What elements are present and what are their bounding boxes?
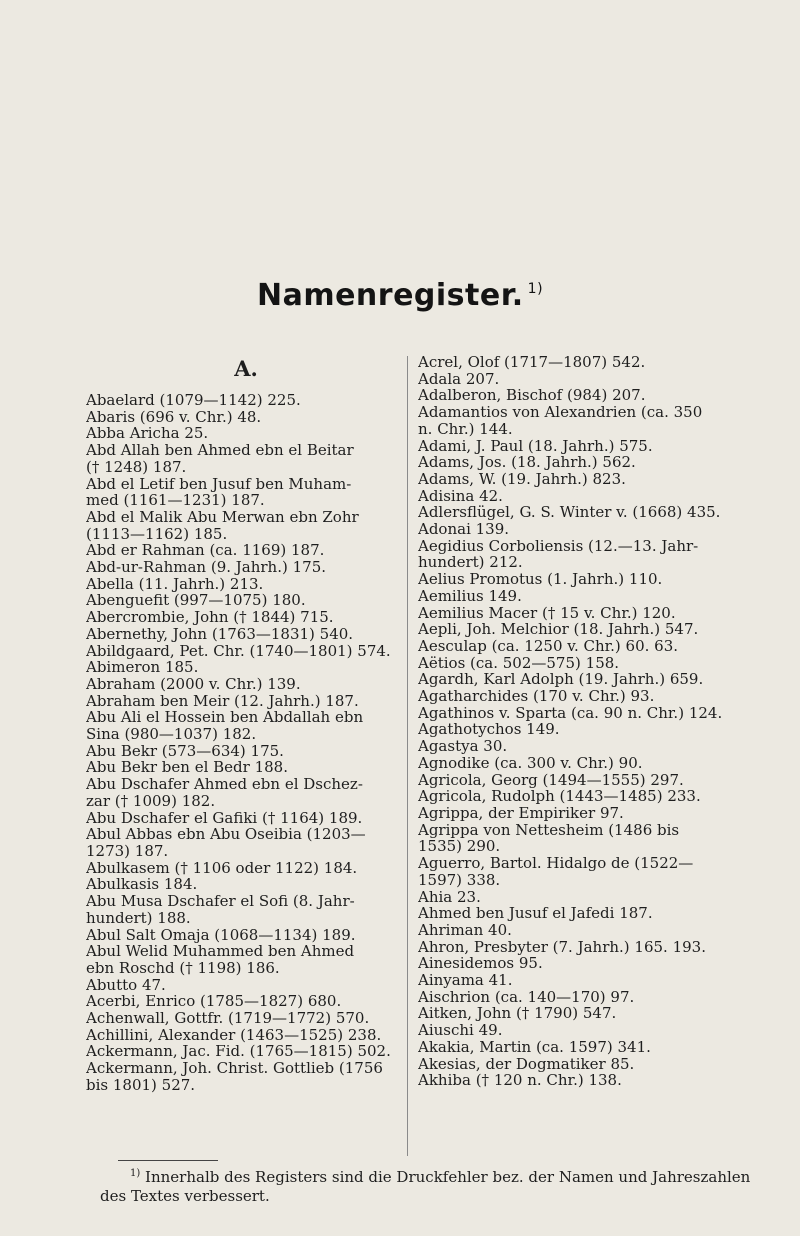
index-entry-line: Aelius Promotus (1. Jahrh.) 110. bbox=[418, 571, 663, 588]
index-entry-line: Agastya 30. bbox=[418, 738, 508, 755]
index-entry bbox=[418, 1039, 768, 1056]
index-entry-line: Abaelard (1079—1142) 225. bbox=[86, 392, 301, 409]
index-entry-line: Ahriman 40. bbox=[418, 921, 512, 939]
index-entry-line: Abul Welid Muhammed ben Ahmed bbox=[86, 943, 355, 961]
index-entry-line: Agathotychos 149. bbox=[418, 721, 560, 739]
index-entry bbox=[418, 889, 768, 906]
index-entry-line: Abenguefit (997—1075) 180. bbox=[86, 592, 306, 610]
index-entry-line: Ahmed ben Jusuf el Jafedi 187. bbox=[418, 905, 653, 922]
section-letter: A. bbox=[234, 356, 258, 381]
index-entry-line: Adams, W. (19. Jahrh.) 823. bbox=[418, 470, 626, 488]
index-entry bbox=[418, 705, 768, 722]
index-entry bbox=[418, 1005, 768, 1022]
index-entry-line: Adala 207. bbox=[418, 370, 500, 388]
index-entry bbox=[418, 989, 768, 1006]
index-entry bbox=[418, 721, 768, 738]
index-entry bbox=[418, 404, 768, 437]
index-entry-line: Adonai 139. bbox=[418, 521, 510, 538]
index-entry-line: Akakia, Martin (ca. 1597) 341. bbox=[418, 1038, 651, 1056]
index-entry-line: zar († 1009) 182. bbox=[86, 791, 216, 810]
index-entry-line: 1273) 187. bbox=[86, 841, 169, 860]
index-entry bbox=[86, 659, 406, 676]
index-entry-line: Abutto 47. bbox=[86, 976, 166, 994]
index-entry bbox=[418, 538, 768, 571]
index-entry bbox=[86, 609, 406, 626]
index-entry-line: Abd er Rahman (ca. 1169) 187. bbox=[86, 542, 325, 560]
index-entry bbox=[86, 1010, 406, 1027]
index-entry-line: Abu Dschafer Ahmed ebn el Dschez- bbox=[86, 776, 363, 794]
index-entry bbox=[86, 759, 406, 776]
index-entry-line: Abu Ali el Hossein ben Abdallah ebn bbox=[86, 709, 364, 727]
index-entry bbox=[86, 643, 406, 660]
index-entry-line: Aesculap (ca. 1250 v. Chr.) 60. 63. bbox=[418, 637, 679, 655]
index-entry-line: Acerbi, Enrico (1785—1827) 680. bbox=[86, 993, 342, 1011]
column-divider bbox=[407, 356, 408, 1156]
index-entry bbox=[418, 738, 768, 755]
index-entry-line: Abd Allah ben Ahmed ebn el Beitar bbox=[86, 442, 354, 460]
index-entry bbox=[418, 922, 768, 939]
index-entry-line: Agricola, Rudolph (1443—1485) 233. bbox=[418, 788, 701, 805]
index-entry bbox=[418, 688, 768, 705]
index-entry-line: Aitken, John († 1790) 547. bbox=[418, 1005, 617, 1023]
index-entry-line: († 1248) 187. bbox=[86, 457, 187, 476]
index-entry-line: Ainyama 41. bbox=[418, 972, 513, 989]
index-entry bbox=[418, 1022, 768, 1039]
index-entry bbox=[86, 810, 406, 827]
index-entry-line: Sina (980—1037) 182. bbox=[86, 725, 257, 743]
index-entry-line: Aëtios (ca. 502—575) 158. bbox=[418, 654, 620, 672]
index-entry-line: Adlersflügel, G. S. Winter v. (1668) 435. bbox=[418, 504, 721, 522]
index-entry bbox=[418, 788, 768, 805]
index-entry-line: Aemilius Macer († 15 v. Chr.) 120. bbox=[418, 604, 676, 622]
index-entry bbox=[86, 409, 406, 426]
index-entry-line: Abildgaard, Pet. Chr. (1740—1801) 574. bbox=[86, 642, 391, 660]
index-entry bbox=[86, 425, 406, 442]
index-entry bbox=[86, 442, 406, 475]
index-entry-line: Ainesidemos 95. bbox=[418, 955, 543, 973]
index-entry bbox=[86, 943, 406, 976]
index-entry-line: Ackermann, Joh. Christ. Gottlieb (1756 bbox=[86, 1060, 383, 1078]
index-entry bbox=[418, 671, 768, 688]
index-entry-line: Abul Abbas ebn Abu Oseibia (1203— bbox=[86, 826, 366, 844]
index-entry bbox=[418, 605, 768, 622]
index-entry bbox=[86, 542, 406, 559]
index-entry-line: Abulkasem († 1106 oder 1122) 184. bbox=[86, 859, 358, 877]
index-entry bbox=[86, 559, 406, 576]
index-entry-line: Abul Salt Omaja (1068—1134) 189. bbox=[86, 926, 356, 944]
index-entry bbox=[418, 972, 768, 989]
index-entry bbox=[418, 488, 768, 505]
index-entry bbox=[418, 822, 768, 855]
index-entry bbox=[86, 776, 406, 809]
index-entry-line: Adisina 42. bbox=[418, 487, 503, 505]
index-entry bbox=[418, 638, 768, 655]
index-entry bbox=[86, 1043, 406, 1060]
index-entry bbox=[86, 592, 406, 609]
index-entry-line: Ahron, Presbyter (7. Jahrh.) 165. 193. bbox=[418, 938, 706, 956]
index-entry-line: hundert) 188. bbox=[86, 908, 191, 927]
index-entry bbox=[86, 676, 406, 693]
index-entry-line: 1535) 290. bbox=[418, 837, 501, 856]
index-entry bbox=[86, 743, 406, 760]
index-entry bbox=[418, 454, 768, 471]
index-entry-line: Abu Bekr ben el Bedr 188. bbox=[86, 759, 288, 777]
title-footnote-mark: 1) bbox=[527, 281, 544, 297]
index-entry-line: Agatharchides (170 v. Chr.) 93. bbox=[418, 688, 655, 705]
index-entry bbox=[86, 476, 406, 509]
index-entry bbox=[418, 755, 768, 772]
index-entry-line: Abernethy, John (1763—1831) 540. bbox=[86, 625, 354, 643]
index-entry bbox=[86, 709, 406, 742]
index-entry bbox=[86, 693, 406, 710]
index-entry bbox=[86, 1060, 406, 1093]
index-entry-line: Agricola, Georg (1494—1555) 297. bbox=[418, 771, 684, 789]
index-entry bbox=[418, 371, 768, 388]
index-entry bbox=[418, 521, 768, 538]
footnote-mark: 1) bbox=[130, 1168, 141, 1179]
index-entry-line: 1597) 338. bbox=[418, 870, 501, 889]
index-entry-line: Abimeron 185. bbox=[86, 659, 199, 676]
index-entry-line: hundert) 212. bbox=[418, 553, 523, 572]
index-entry-line: med (1161—1231) 187. bbox=[86, 491, 265, 509]
index-entry-line: Abu Musa Dschafer el Sofi (8. Jahr- bbox=[86, 893, 355, 911]
index-entry-line: Abercrombie, John († 1844) 715. bbox=[86, 609, 334, 626]
index-entry bbox=[86, 392, 406, 409]
index-entry bbox=[86, 860, 406, 877]
index-entry bbox=[86, 876, 406, 893]
footnote-text: Innerhalb des Registers sind die Druckfehler bez. der Namen und Jahreszahlen des Textes verbessert. bbox=[100, 1168, 751, 1205]
index-entry bbox=[418, 471, 768, 488]
index-entry-line: Adams, Jos. (18. Jahrh.) 562. bbox=[418, 454, 636, 471]
index-entry-line: Acrel, Olof (1717—1807) 542. bbox=[418, 354, 646, 371]
index-entry bbox=[86, 626, 406, 643]
index-entry-line: Achillini, Alexander (1463—1525) 238. bbox=[86, 1026, 382, 1044]
index-entry-line: Agrippa, der Empiriker 97. bbox=[418, 804, 624, 822]
index-entry-line: Akhiba († 120 n. Chr.) 138. bbox=[418, 1072, 622, 1089]
index-entry bbox=[86, 993, 406, 1010]
index-entry bbox=[418, 1072, 768, 1089]
footnote-rule bbox=[118, 1160, 218, 1161]
index-entry bbox=[418, 621, 768, 638]
index-entry bbox=[418, 939, 768, 956]
index-entry-line: Agardh, Karl Adolph (19. Jahrh.) 659. bbox=[418, 671, 704, 689]
index-entry bbox=[418, 855, 768, 888]
index-entry bbox=[418, 655, 768, 672]
index-entry-line: Abd el Malik Abu Merwan ebn Zohr bbox=[86, 508, 359, 526]
index-entry bbox=[418, 571, 768, 588]
index-entry-line: Agathinos v. Sparta (ca. 90 n. Chr.) 124. bbox=[418, 704, 723, 722]
index-entry-line: Abraham (2000 v. Chr.) 139. bbox=[86, 675, 301, 693]
index-entry-line: n. Chr.) 144. bbox=[418, 419, 513, 438]
index-entry-line: (1113—1162) 185. bbox=[86, 524, 228, 543]
index-column-left bbox=[86, 354, 406, 1094]
index-entry bbox=[418, 905, 768, 922]
index-column-right bbox=[418, 354, 768, 1089]
index-entry bbox=[418, 805, 768, 822]
index-entry bbox=[86, 509, 406, 542]
index-entry-line: Agrippa von Nettesheim (1486 bis bbox=[418, 821, 680, 839]
index-entry bbox=[418, 387, 768, 404]
index-entry-line: Aemilius 149. bbox=[418, 587, 522, 605]
footnote bbox=[100, 1164, 760, 1206]
index-entry bbox=[418, 504, 768, 521]
index-entry-line: Ahia 23. bbox=[418, 888, 481, 906]
index-entry bbox=[86, 977, 406, 994]
index-entry bbox=[86, 1027, 406, 1044]
index-entry-line: Abd el Letif ben Jusuf ben Muham- bbox=[86, 475, 352, 493]
index-entry-line: Abulkasis 184. bbox=[86, 876, 198, 894]
index-entry-line: Abd-ur-Rahman (9. Jahrh.) 175. bbox=[86, 559, 327, 576]
index-entry-line: bis 1801) 527. bbox=[86, 1075, 196, 1094]
index-entry-line: Abella (11. Jahrh.) 213. bbox=[86, 575, 264, 593]
index-entry bbox=[418, 955, 768, 972]
index-entry bbox=[418, 588, 768, 605]
index-entry-line: ebn Roschd († 1198) 186. bbox=[86, 958, 280, 977]
index-entry-line: Adalberon, Bischof (984) 207. bbox=[418, 387, 646, 405]
index-entry bbox=[418, 354, 768, 371]
page-title bbox=[0, 278, 800, 313]
index-entry bbox=[418, 438, 768, 455]
index-entry-line: Abu Bekr (573—634) 175. bbox=[86, 742, 284, 760]
index-entry-line: Aegidius Corboliensis (12.—13. Jahr- bbox=[418, 537, 699, 555]
index-entry-line: Abu Dschafer el Gafiki († 1164) 189. bbox=[86, 809, 363, 827]
index-entry-line: Abraham ben Meir (12. Jahrh.) 187. bbox=[86, 692, 359, 710]
index-entry-line: Abaris (696 v. Chr.) 48. bbox=[86, 408, 262, 426]
index-entry-line: Aischrion (ca. 140—170) 97. bbox=[418, 988, 635, 1006]
index-entry-line: Aepli, Joh. Melchior (18. Jahrh.) 547. bbox=[418, 621, 699, 638]
index-entry-line: Aguerro, Bartol. Hidalgo de (1522— bbox=[418, 855, 694, 873]
index-entry bbox=[418, 1056, 768, 1073]
index-entry-line: Akesias, der Dogmatiker 85. bbox=[418, 1055, 635, 1073]
index-entry-line: Achenwall, Gottfr. (1719—1772) 570. bbox=[86, 1010, 370, 1027]
index-entry-line: Adamantios von Alexandrien (ca. 350 bbox=[418, 404, 703, 422]
page-title-text: Namenregister. bbox=[256, 278, 524, 313]
index-entry bbox=[86, 927, 406, 944]
index-entry bbox=[86, 893, 406, 926]
index-entry-line: Adami, J. Paul (18. Jahrh.) 575. bbox=[418, 437, 653, 455]
index-entry bbox=[86, 826, 406, 859]
index-entry-line: Ackermann, Jac. Fid. (1765—1815) 502. bbox=[86, 1043, 391, 1061]
index-entry bbox=[86, 576, 406, 593]
index-entry-line: Aiuschi 49. bbox=[418, 1022, 503, 1039]
index-entry bbox=[418, 772, 768, 789]
index-entry-line: Abba Aricha 25. bbox=[86, 425, 209, 443]
index-entry-line: Agnodike (ca. 300 v. Chr.) 90. bbox=[418, 754, 643, 772]
